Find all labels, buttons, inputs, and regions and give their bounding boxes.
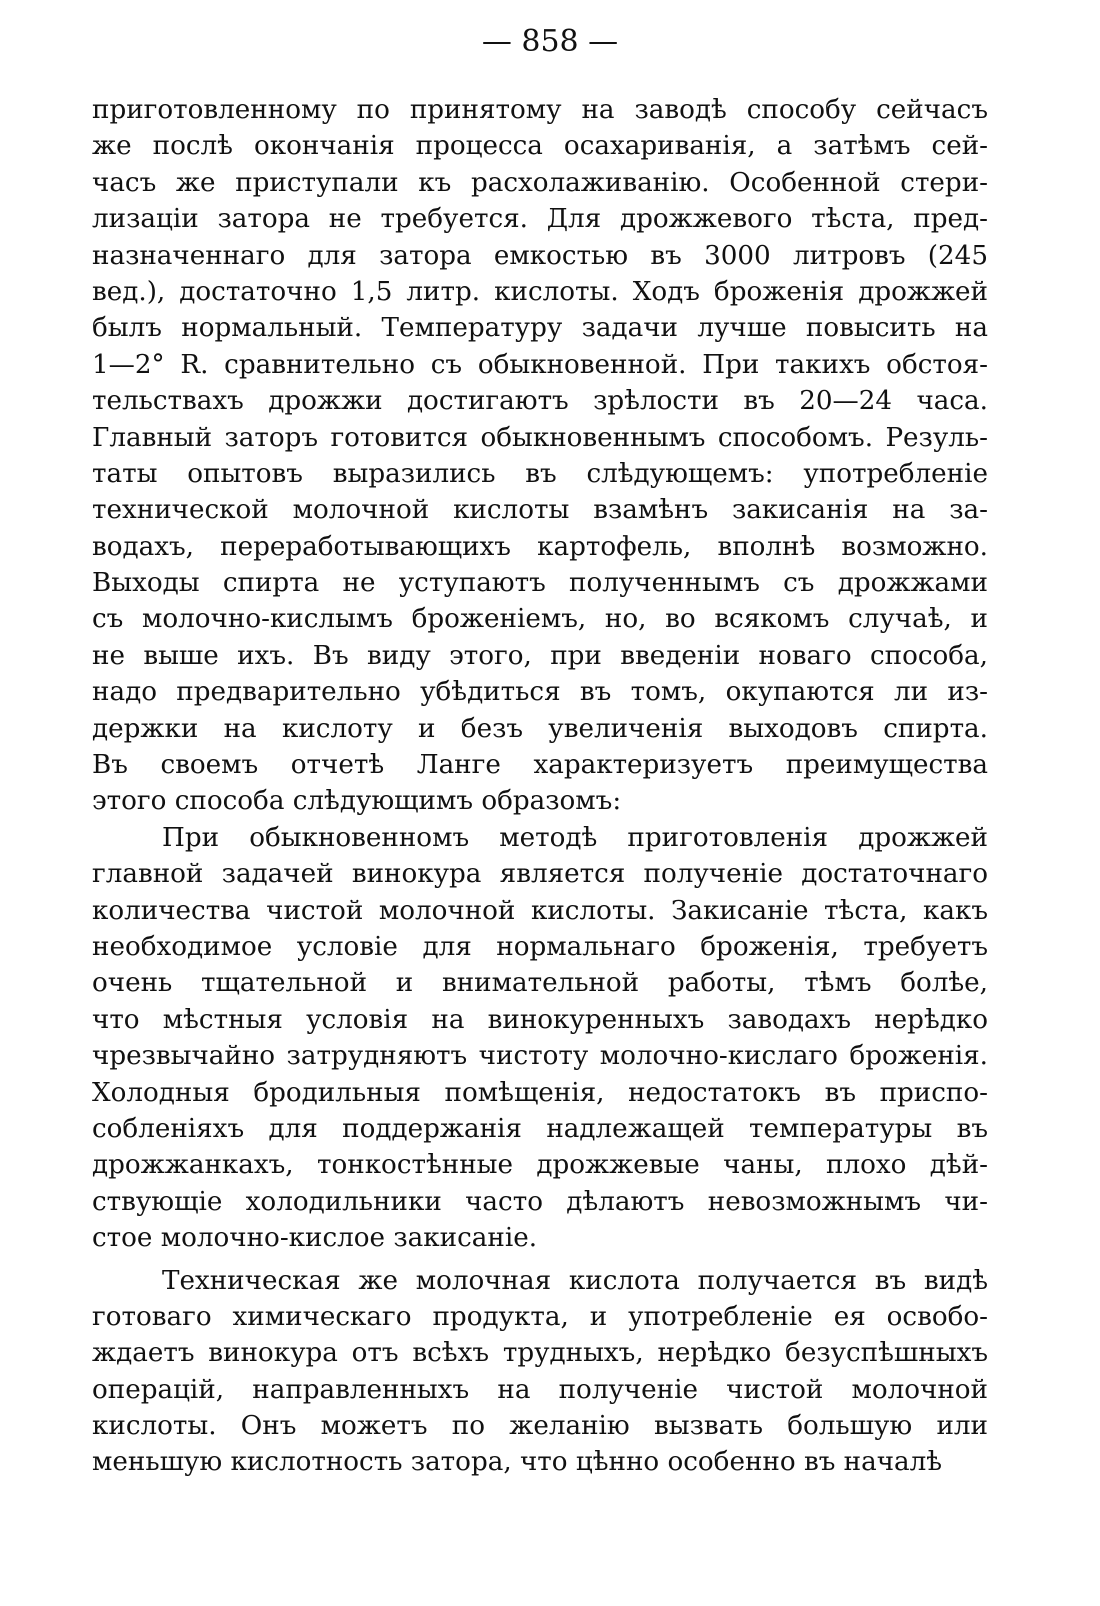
text-line: таты опытовъ выразились въ слѣдующемъ: употребленіе	[92, 458, 988, 489]
text-line: главной задачей винокура является полученіе достаточнаго	[92, 859, 988, 890]
text-line: чрезвычайно затрудняютъ чистоту молочно-кислаго броженія.	[92, 1041, 988, 1072]
text-line: тельствахъ дрожжи достигаютъ зрѣлости въ 20—24 часа.	[92, 386, 988, 417]
text-line: былъ нормальный. Температуру задачи лучше повысить на	[92, 313, 988, 344]
text-line: вед.), достаточно 1,5 литр. кислоты. Ходъ броженія дрожжей	[92, 276, 988, 307]
text-line: стое молочно-кислое закисаніе.	[92, 1223, 538, 1254]
text-line: количества чистой молочной кислоты. Закисаніе тѣста, какъ	[92, 895, 988, 926]
text-line: часъ же приступали къ расхолаживанію. Особенной стери-	[92, 167, 988, 198]
text-line: держки на кислоту и безъ увеличенія выходовъ спирта.	[92, 713, 988, 744]
text-line: Главный заторъ готовится обыкновеннымъ способомъ. Резуль-	[92, 422, 988, 453]
text-line: технической молочной кислоты взамѣнъ закисанія на за-	[92, 495, 988, 526]
paragraph-1	[92, 92, 988, 820]
paragraph-2	[92, 820, 988, 1257]
text-line: этого способа слѣдующимъ образомъ:	[92, 786, 622, 817]
text-line: Холодныя бродильныя помѣщенія, недостатокъ въ приспо-	[92, 1077, 988, 1108]
paragraph-3	[92, 1263, 988, 1481]
text-line: кислоты. Онъ можетъ по желанію вызвать большую или	[92, 1411, 988, 1442]
text-line: собленіяхъ для поддержанія надлежащей температуры въ	[92, 1113, 988, 1144]
text-line: что мѣстныя условія на винокуренныхъ заводахъ нерѣдко	[92, 1004, 988, 1035]
text-line: При обыкновенномъ методѣ приготовленія дрожжей	[162, 822, 988, 853]
text-line: необходимое условіе для нормальнаго броженія, требуетъ	[92, 931, 988, 962]
text-line: надо предварительно убѣдиться въ томъ, окупаются ли из-	[92, 677, 988, 708]
text-line: ждаетъ винокура отъ всѣхъ трудныхъ, нерѣдко безуспѣшныхъ	[92, 1338, 988, 1369]
text-line: съ молочно-кислымъ броженіемъ, но, во всякомъ случаѣ, и	[92, 604, 988, 635]
text-line: дрожжанкахъ, тонкостѣнные дрожжевые чаны, плохо дѣй-	[92, 1150, 988, 1181]
text-line: же послѣ окончанія процесса осахариванія, а затѣмъ сей-	[92, 131, 988, 162]
text-line: готоваго химическаго продукта, и употребленіе ея освобо-	[92, 1301, 988, 1332]
text-line: операцій, направленныхъ на полученіе чистой молочной	[92, 1374, 988, 1405]
text-line: приготовленному по принятому на заводѣ способу сейчасъ	[92, 95, 988, 125]
text-line: очень тщательной и внимательной работы, тѣмъ болѣе,	[92, 968, 988, 999]
text-line: водахъ, переработывающихъ картофель, вполнѣ возможно.	[92, 531, 988, 562]
page-number: — 858 —	[481, 24, 619, 59]
text-line: 1—2° R. сравнительно съ обыкновенной. При такихъ обстоя-	[92, 349, 988, 380]
text-line: Выходы спирта не уступаютъ полученнымъ съ дрожжами	[92, 568, 988, 599]
text-line: Техническая же молочная кислота получается въ видѣ	[162, 1265, 988, 1296]
text-line: не выше ихъ. Въ виду этого, при введеніи новаго способа,	[92, 640, 988, 671]
text-line: меньшую кислотность затора, что цѣнно особенно въ началѣ	[92, 1447, 943, 1478]
text-line: ствующіе холодильники часто дѣлаютъ невозможнымъ чи-	[92, 1186, 988, 1217]
text-line: Въ своемъ отчетѣ Ланге характеризуетъ преимущества	[92, 750, 988, 781]
body-text	[92, 92, 988, 1481]
text-line: лизаціи затора не требуется. Для дрожжевого тѣста, пред-	[92, 204, 988, 235]
text-line: назначеннаго для затора емкостью въ 3000 литровъ (245	[92, 240, 988, 271]
